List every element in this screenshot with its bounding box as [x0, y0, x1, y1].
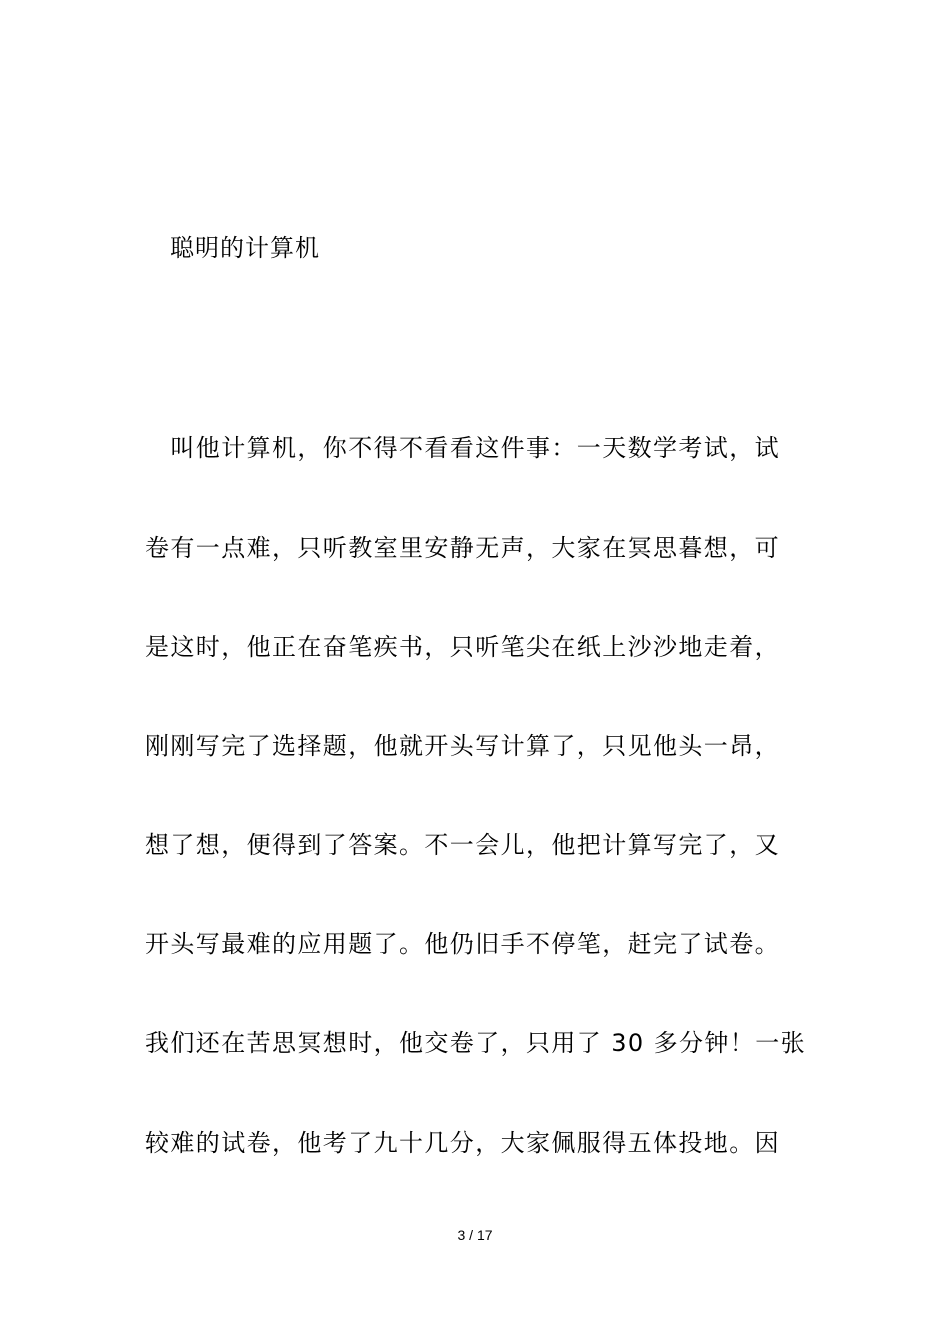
paragraph-line: 叫他计算机，你不得不看看这件事：一天数学考试，试: [145, 434, 780, 462]
paragraph-line: 卷有一点难，只听教室里安静无声，大家在冥思暮想，可: [145, 534, 780, 562]
document-title: 聪明的计算机: [170, 234, 320, 262]
page-number: 3 / 17: [457, 1227, 493, 1243]
paragraph-line: 是这时，他正在奋笔疾书，只听笔尖在纸上沙沙地走着，: [145, 633, 780, 661]
paragraph-line: 较难的试卷，他考了九十几分，大家佩服得五体投地。因: [145, 1129, 780, 1157]
paragraph-line: 刚刚写完了选择题，他就开头写计算了，只见他头一昂，: [145, 732, 780, 760]
paragraph-line: 开头写最难的应用题了。他仍旧手不停笔，赶完了试卷。: [145, 930, 780, 958]
paragraph-line: 我们还在苦思冥想时，他交卷了，只用了 30 多分钟！一张: [145, 1029, 806, 1057]
paragraph-line: 想了想，便得到了答案。不一会儿，他把计算写完了，又: [145, 831, 780, 859]
